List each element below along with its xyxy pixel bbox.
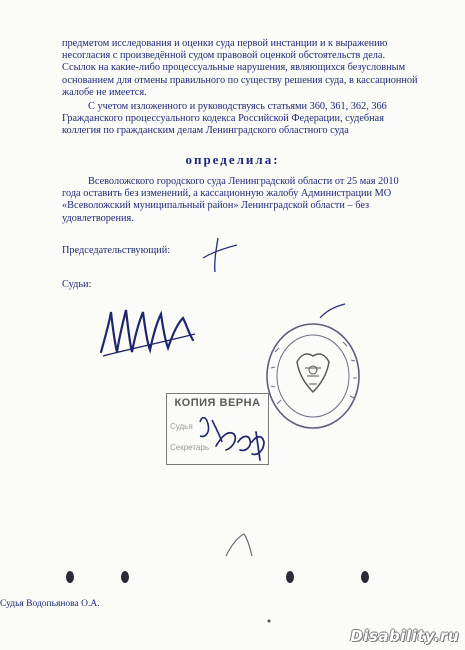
text-line: года оставить без изменений, а кассационную жалобу Администрации МО bbox=[62, 188, 392, 200]
continuation-paragraph bbox=[62, 38, 430, 99]
judge-signature bbox=[95, 300, 205, 370]
text-line: удовлетворения. bbox=[62, 212, 134, 224]
text-line: жалобе не имеется. bbox=[62, 86, 147, 98]
chairman-signature bbox=[185, 230, 255, 275]
stamp-judge-label: Судья bbox=[170, 422, 193, 431]
judges-label: Судьи: bbox=[62, 279, 92, 290]
site-watermark: Disability.ru bbox=[350, 627, 459, 645]
stamp-secretary-label: Секретарь bbox=[170, 443, 209, 452]
basis-paragraph bbox=[62, 101, 430, 138]
text-line: Всеволожского городского суда Ленинградской области от 25 мая 2010 bbox=[88, 176, 399, 187]
text-line: несогласия с произведённой судом правовой оценкой обстоятельств дела. bbox=[62, 50, 386, 62]
text-line: коллегия по гражданским делам Ленинградского областного суда bbox=[62, 125, 349, 137]
stamp-title: КОПИЯ ВЕРНА bbox=[174, 397, 261, 409]
stamp-signatures bbox=[186, 402, 281, 467]
footer-judge-name: Судья Водопьянова О.А. bbox=[0, 599, 100, 609]
text-line: «Всеволожский муниципальный район» Ленинградской области – без bbox=[62, 200, 370, 212]
ruling-paragraph bbox=[62, 176, 430, 225]
text-line: Гражданского процессуального кодекса Российской Федерации, судебная bbox=[62, 113, 384, 125]
chairman-label: Председательствующий: bbox=[62, 245, 171, 256]
binding-holes bbox=[60, 565, 390, 595]
ruling-heading: определила: bbox=[185, 152, 280, 167]
text-line: Ссылок на какие-либо процессуальные нарушения, являющихся безусловным bbox=[62, 62, 406, 74]
text-line: С учетом изложенного и руководствуясь статьями 360, 361, 362, 366 bbox=[88, 101, 387, 112]
text-line: предметом исследования и оценки суда первой инстанции и к выражению bbox=[62, 38, 388, 49]
pen-mark bbox=[222, 530, 262, 560]
text-line: основанием для отмены правильного по существу решения суда, в кассационной bbox=[62, 74, 418, 86]
scan-speck bbox=[266, 618, 272, 624]
